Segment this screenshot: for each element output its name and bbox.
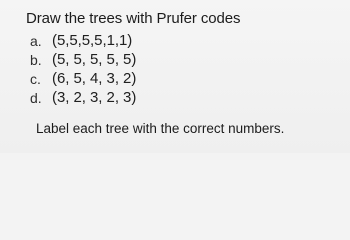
list-item-d bbox=[30, 88, 136, 107]
prufer-code: (5, 5, 5, 5, 5) bbox=[52, 51, 137, 68]
instruction-text: Label each tree with the correct numbers. bbox=[36, 121, 285, 136]
item-marker: d. bbox=[30, 89, 42, 106]
item-marker: c. bbox=[30, 70, 41, 87]
question-title: Draw the trees with Prufer codes bbox=[26, 10, 241, 27]
item-marker: b. bbox=[30, 51, 42, 68]
prufer-code: (6, 5, 4, 3, 2) bbox=[52, 70, 137, 87]
prufer-code: (3, 2, 3, 2, 3) bbox=[52, 89, 137, 106]
prufer-code-list bbox=[30, 31, 136, 107]
item-marker: a. bbox=[30, 32, 42, 49]
list-item-a bbox=[30, 31, 136, 50]
prufer-code: (5,5,5,5,1,1) bbox=[52, 32, 133, 49]
list-item-b bbox=[30, 50, 136, 69]
list-item-c bbox=[30, 69, 136, 88]
